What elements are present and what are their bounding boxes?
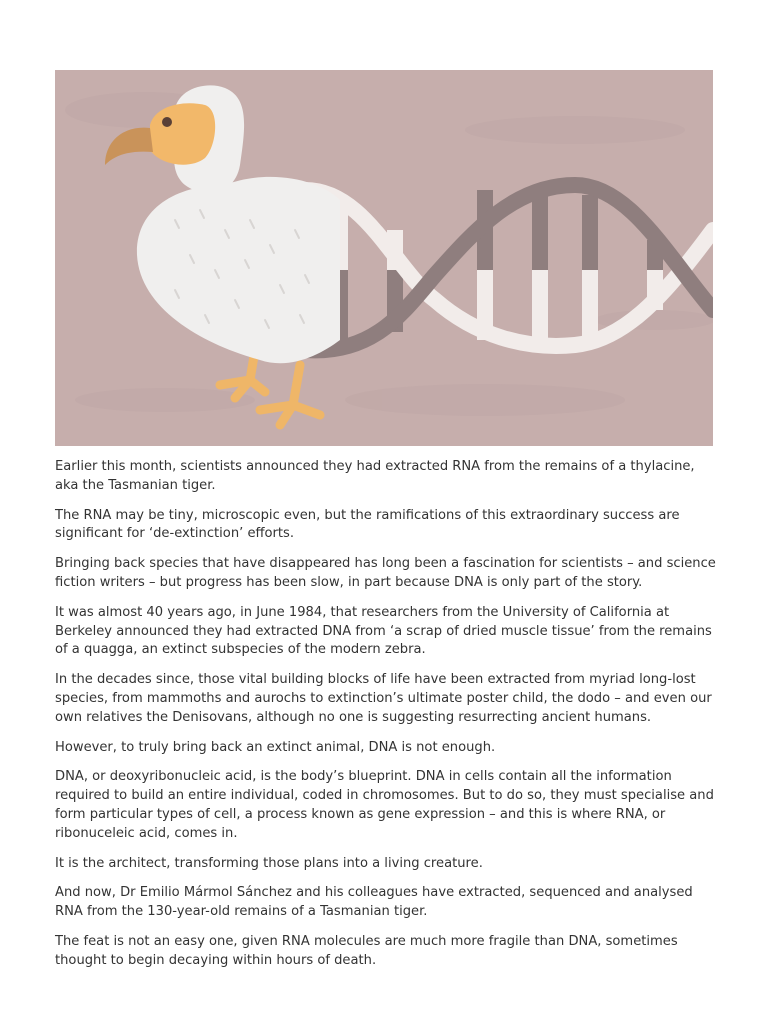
article-paragraph-1: Earlier this month, scientists announced they had extracted RNA from the remains of a thylacine, aka the Tasmanian tiger.: [55, 459, 695, 493]
article-paragraph-7: DNA, or deoxyribonucleic acid, is the body’s blueprint. DNA in cells contain all the information required to build an entire individual, coded in chromosomes. But to do so, they must specialise and form particular types of cell, a process known as gene expression – and this is where RNA, or ribonuceleic acid, comes in.: [55, 769, 714, 841]
hero-image: [55, 70, 713, 446]
article-paragraph-4: It was almost 40 years ago, in June 1984, that researchers from the University of California at Berkeley announced they had extracted DNA from ‘a scrap of dried muscle tissue’ from the remains of a quagga, an extinct subspecies of the modern zebra.: [55, 604, 712, 658]
article-paragraph-8: It is the architect, transforming those plans into a living creature.: [55, 855, 483, 871]
article-body: [55, 458, 717, 982]
article-paragraph-5: In the decades since, those vital building blocks of life have been extracted from myriad long-lost species, from mammoths and aurochs to extinction’s ultimate poster child, the dodo – and even our own relatives the Denisovans, although no one is suggesting resurrecting ancient humans.: [55, 672, 712, 725]
article-paragraph-10: The feat is not an easy one, given RNA molecules are much more fragile than DNA, sometimes thought to begin decaying within hours of death.: [55, 933, 678, 968]
dodo-dna-illustration-icon: [55, 70, 713, 446]
article-paragraph-2: The RNA may be tiny, microscopic even, but the ramifications of this extraordinary success are significant for ‘de-extinction’ efforts.: [55, 507, 680, 542]
article-paragraph-6: However, to truly bring back an extinct animal, DNA is not enough.: [55, 739, 496, 755]
article-paragraph-9: And now, Dr Emilio Mármol Sánchez and his colleagues have extracted, sequenced and analysed RNA from the 130-year-old remains of a Tasmanian tiger.: [55, 885, 693, 920]
dodo-face: [150, 103, 215, 165]
article-paragraph-3: Bringing back species that have disappeared has long been a fascination for scientists – and science fiction writers – but progress has been slow, in part because DNA is only part of the story.: [55, 556, 716, 590]
dodo-eye: [162, 117, 172, 127]
